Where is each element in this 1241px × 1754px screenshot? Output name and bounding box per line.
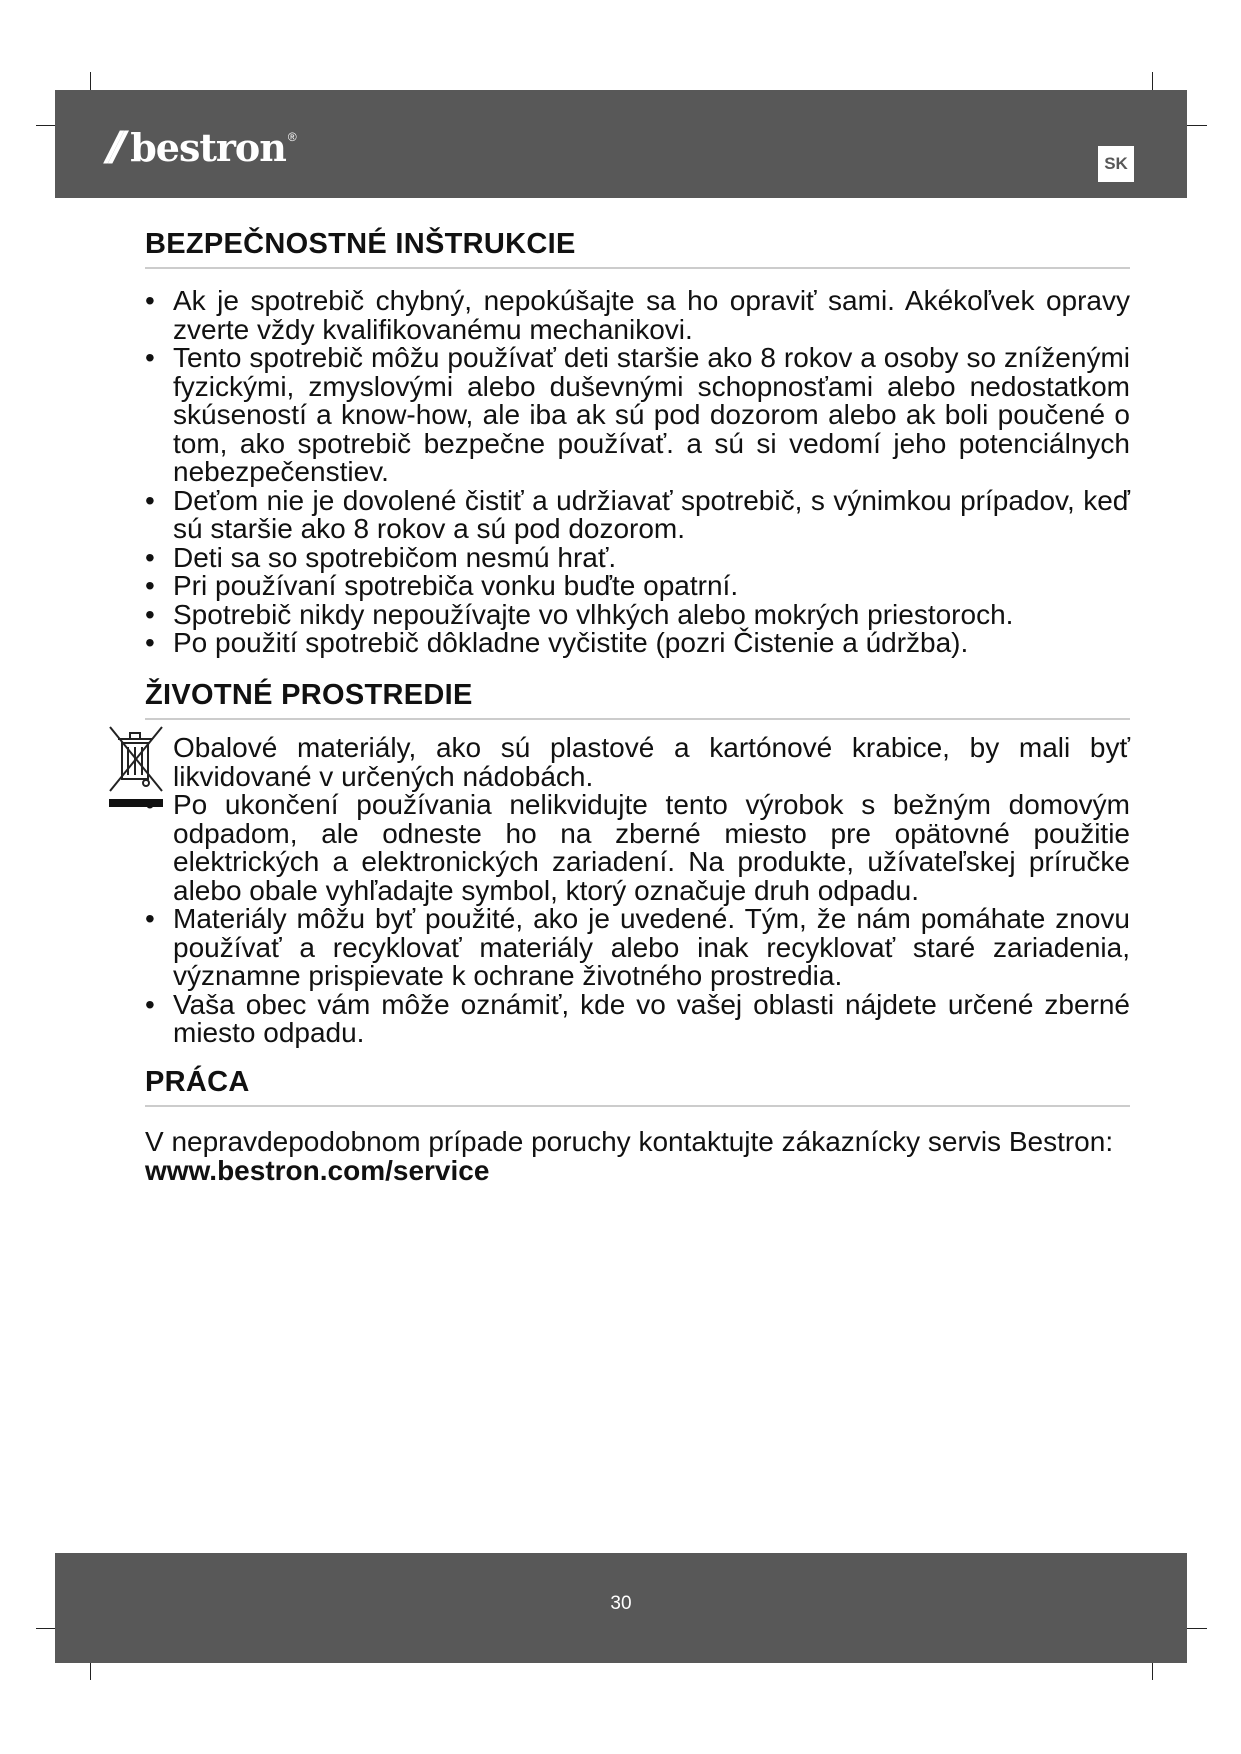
service-section <box>145 1066 1130 1185</box>
registered-mark: ® <box>287 130 297 144</box>
list-item: • Materiály môžu byť použité, ako je uvedené. Tým, že nám pomáhate znovu používať a recyklovať materiály alebo inak recyklovať staré zariadenia, významne prispievate k ochrane životného prostredia. <box>145 905 1130 991</box>
list-item: • Ak je spotrebič chybný, nepokúšajte sa ho opraviť sami. Akékoľvek opravy zverte vždy kvalifikovanému mechanikovi. <box>145 287 1130 344</box>
list-item: • Pri používaní spotrebiča vonku buďte opatrní. <box>145 572 1130 601</box>
section-title: BEZPEČNOSTNÉ INŠTRUKCIE <box>145 228 1130 269</box>
language-badge: SK <box>1098 146 1134 182</box>
section-title: ŽIVOTNÉ PROSTREDIE <box>145 679 1130 720</box>
page-header <box>55 90 1187 198</box>
safety-section <box>145 228 1130 658</box>
page-footer <box>55 1553 1187 1663</box>
logo-chevron-icon: // <box>107 124 117 170</box>
list-item: • Deťom nie je dovolené čistiť a udržiavať spotrebič, s výnimkou prípadov, keď sú staršie ako 8 rokov a sú pod dozorom. <box>145 487 1130 544</box>
list-item: • Po ukončení používania nelikvidujte tento výrobok s bežným domovým odpadom, ale odneste ho na zberné miesto pre opätovné použitie elektrických a elektronických zariadení. Na produkte, užívateľskej príručke alebo obale vyhľadajte symbol, ktorý označuje druh odpadu. <box>145 791 1130 905</box>
service-text <box>145 1127 1130 1185</box>
list-item: Obalové materiály, ako sú plastové a kartónové krabice, by mali byť likvidované v určených nádobách. <box>173 732 1130 792</box>
list-item: • Deti sa so spotrebičom nesmú hrať. <box>145 544 1130 573</box>
list-item: • Po použití spotrebič dôkladne vyčistite (pozri Čistenie a údržba). <box>145 629 1130 658</box>
section-title: PRÁCA <box>145 1066 1130 1107</box>
safety-list <box>145 287 1130 658</box>
service-sentence: V nepravdepodobnom prípade poruchy kontaktujte zákaznícky servis Bestron: <box>145 1126 1114 1157</box>
environment-list <box>145 734 1130 1048</box>
service-link[interactable]: www.bestron.com/service <box>145 1155 490 1186</box>
list-item: • Vaša obec vám môže oznámiť, kde vo vašej oblasti nájdete určené zberné miesto odpadu. <box>145 991 1130 1048</box>
list-item: • Tento spotrebič môžu používať deti staršie ako 8 rokov a osoby so zníženými fyzickými, zmyslovými alebo duševnými schopnosťami alebo nedostatkom skúseností a know-how, ale iba ak sú pod dozorom alebo ak boli poučené o tom, ako spotrebič bezpečne používať. a sú si vedomí jeho potenciálnych nebezpečenstiev. <box>145 344 1130 487</box>
list-item: • Spotrebič nikdy nepoužívajte vo vlhkých alebo mokrých priestoroch. <box>145 601 1130 630</box>
environment-section <box>145 679 1130 1048</box>
logo-wordmark: bestron <box>130 124 286 170</box>
page-number: 30 <box>610 1593 632 1614</box>
bestron-logo <box>107 124 297 170</box>
